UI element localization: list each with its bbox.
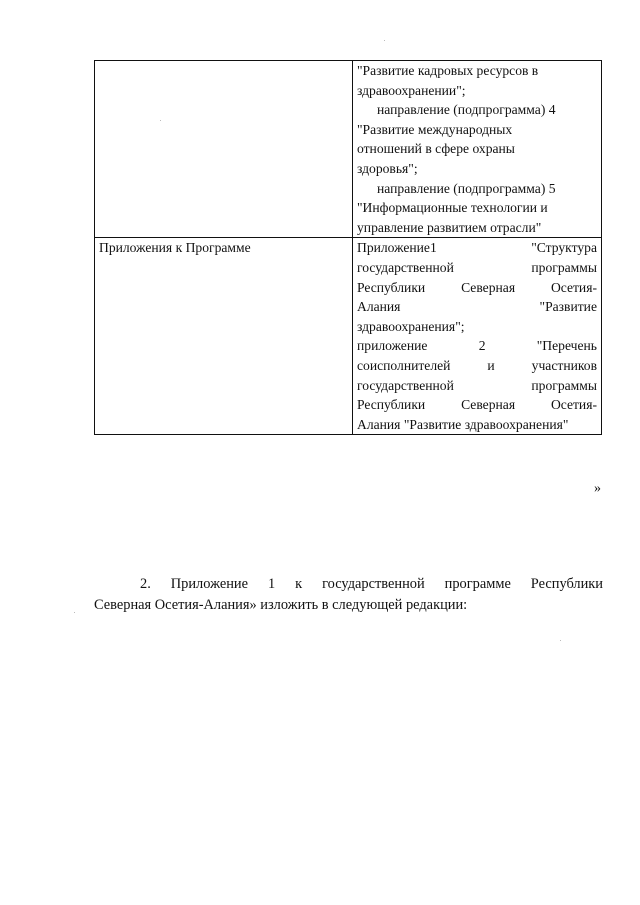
- cell-line: направление (подпрограмма) 5: [377, 180, 556, 196]
- cell-line: "Развитие международных: [357, 121, 513, 137]
- table-row: [95, 61, 602, 238]
- cell-line: приложение 2 "Перечень: [357, 338, 597, 354]
- cell-line: Приложение1 "Структура: [357, 240, 597, 256]
- appendices-list-cell: [353, 238, 602, 435]
- cell-line: Алания "Развитие здравоохранения": [357, 416, 569, 432]
- cell-line: здравоохранения";: [357, 318, 465, 334]
- cell-line: государственной программы: [357, 377, 597, 393]
- row-label-empty: [95, 61, 353, 238]
- scan-speck: [560, 640, 561, 641]
- cell-line: здоровья";: [357, 160, 418, 176]
- cell-line: государственной программы: [357, 259, 597, 275]
- paragraph-line: Северная Осетия-Алания» изложить в следующей редакции:: [94, 597, 468, 613]
- table-row: [95, 238, 602, 435]
- cell-line: здравоохранении";: [357, 82, 466, 98]
- cell-line: "Развитие кадровых ресурсов в: [357, 63, 539, 78]
- cell-line: "Информационные технологии и: [357, 200, 548, 216]
- cell-line: отношений в сфере охраны: [357, 141, 515, 157]
- subprogram-list-cell: [353, 61, 602, 238]
- cell-line: направление (подпрограмма) 4: [377, 102, 556, 118]
- scan-speck: [160, 120, 161, 121]
- closing-quote: »: [594, 481, 601, 496]
- scan-speck: [74, 612, 75, 613]
- program-table: [94, 60, 602, 435]
- row-label-appendices: Приложения к Программе: [95, 238, 353, 435]
- paragraph-line: 2. Приложение 1 к государственной программе Республики: [140, 576, 603, 592]
- scan-speck: [384, 40, 385, 41]
- cell-line: соисполнителей и участников: [357, 357, 597, 373]
- cell-line: Алания "Развитие: [357, 299, 597, 315]
- cell-line: Республики Северная Осетия-: [357, 397, 597, 413]
- cell-line: Республики Северная Осетия-: [357, 279, 597, 295]
- amendment-paragraph: [94, 574, 603, 616]
- cell-line: управление развитием отрасли": [357, 219, 542, 235]
